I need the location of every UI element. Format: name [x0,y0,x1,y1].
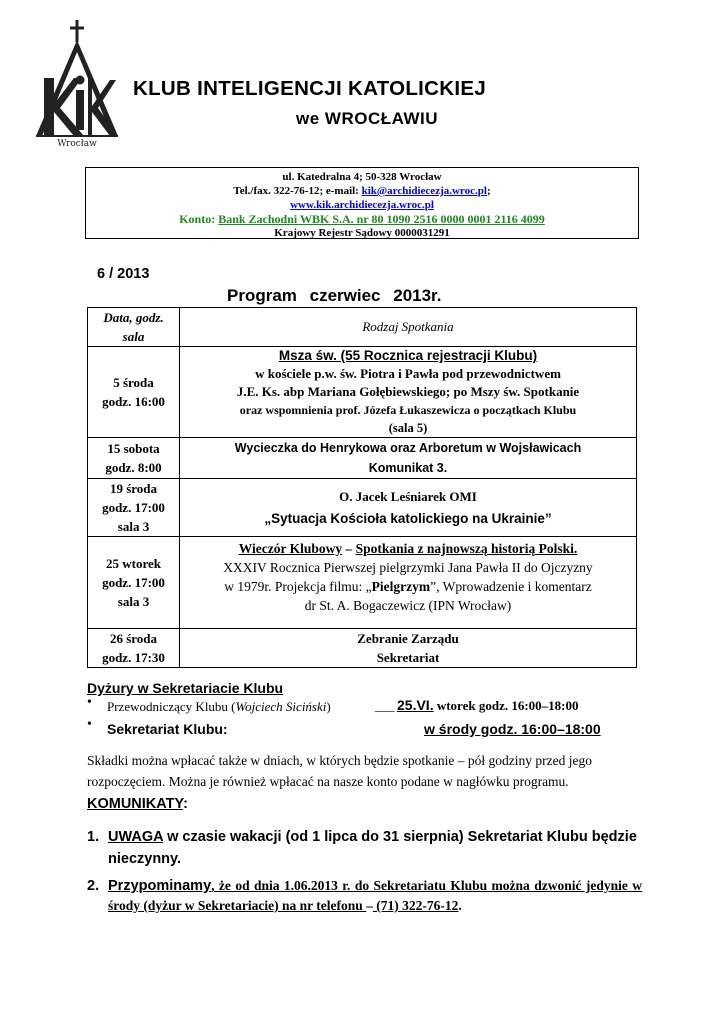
date-cell: 15 sobota godz. 8:00 [88,438,180,479]
table-row [88,537,637,629]
krs-line: Krajowy Rejestr Sądowy 0000031291 [274,227,450,239]
announcements-heading: KOMUNIKATY: [87,796,188,812]
logo-graphic [22,18,132,148]
duty-heading: Dyżury w Sekretariacie Klubu [87,680,284,696]
date-cell: 5 środa godz. 16:00 [88,347,180,438]
website-link[interactable]: www.kik.archidiecezja.wroc.pl [290,199,434,211]
fees-note: Składki można wpłacać także w dniach, w których będzie spotkanie – pół godziny przed jego rozpoczęciem. Można je również wpłacać na nasze konto podane w nagłówku programu. [87,753,592,789]
event-cell: Msza św. (55 Rocznica rejestracji Klubu) w kościele p.w. św. Piotra i Pawła pod przewodnictwem J.E. Ks. abp Mariana Gołębiewskiego; po Mszy św. Spotkanie oraz wspomnienia prof. Józefa Łukaszewicza o początkach Klubu (sala 5) [180,347,637,438]
logo-subtext: Wrocław [57,139,97,148]
bullet-icon: • [87,717,92,732]
table-row [88,438,637,479]
club-title: KLUB INTELIGENCJI KATOLICKIEJ [133,77,487,100]
bank-account-line: Konto: Bank Zachodni WBK S.A. nr 80 1090 2516 0000 0001 2116 4099 [179,212,545,226]
event-cell: Wycieczka do Henrykowa oraz Arboretum w Wojsławicach Komunikat 3. [180,438,637,479]
table-row [88,347,637,438]
date-cell: 25 wtorek godz. 17:00 sala 3 [88,537,180,629]
duty-item-secretariat: • Sekretariat Klubu: w środy godz. 16:00–18:00 [87,717,601,737]
address-box [85,167,639,239]
program-table [87,307,637,668]
program-title: Program czerwiec 2013r. [227,286,442,305]
duty-item-chairman: • Przewodniczący Klubu (Wojciech Siciński) ___ 25.VI. wtorek godz. 16:00–18:00 [87,695,579,714]
event-cell: Wieczór Klubowy – Spotkania z najnowszą historią Polski. XXXIV Rocznica Pierwszej pielgrzymki Jana Pawła II do Ojczyzny w 1979r. Projekcja filmu: „Pielgrzym”, Wprowadzenie i komentarz dr St. A. Bogaczewicz (IPN Wrocław) [180,537,637,629]
bullet-icon: • [87,695,92,710]
announcement-1: 1. UWAGA w czasie wakacji (od 1 lipca do 31 sierpnia) Sekretariat Klubu będzie nieczynny. [87,829,637,867]
table-header-row [88,308,637,347]
club-subtitle: we WROCŁAWIU [296,109,438,128]
date-cell: 19 środa godz. 17:00 sala 3 [88,479,180,537]
email-link[interactable]: kik@archidiecezja.wroc.pl [361,185,487,197]
table-row [88,479,637,537]
address-line: ul. Katedralna 4; 50-328 Wrocław [282,171,442,183]
header-date-cell: Data, godz. sala [88,308,180,347]
header-type-cell: Rodzaj Spotkania [180,308,637,347]
contact-line: Tel./fax. 322-76-12; e-mail: kik@archidiecezja.wroc.pl; [233,185,491,197]
event-cell: Zebranie Zarządu Sekretariat [180,629,637,668]
club-logo [22,18,132,148]
date-cell: 26 środa godz. 17:30 [88,629,180,668]
table-row [88,629,637,668]
issue-number: 6 / 2013 [97,266,150,282]
announcement-2: 2. Przypominamy, że od dnia 1.06.2013 r. do Sekretariatu Klubu można dzwonić jedynie w środy (dyżur w Sekretariacie) na nr telefonu – (71) 322-76-12. [87,878,642,913]
event-cell: O. Jacek Leśniarek OMI „Sytuacja Kościoła katolickiego na Ukrainie” [180,479,637,537]
